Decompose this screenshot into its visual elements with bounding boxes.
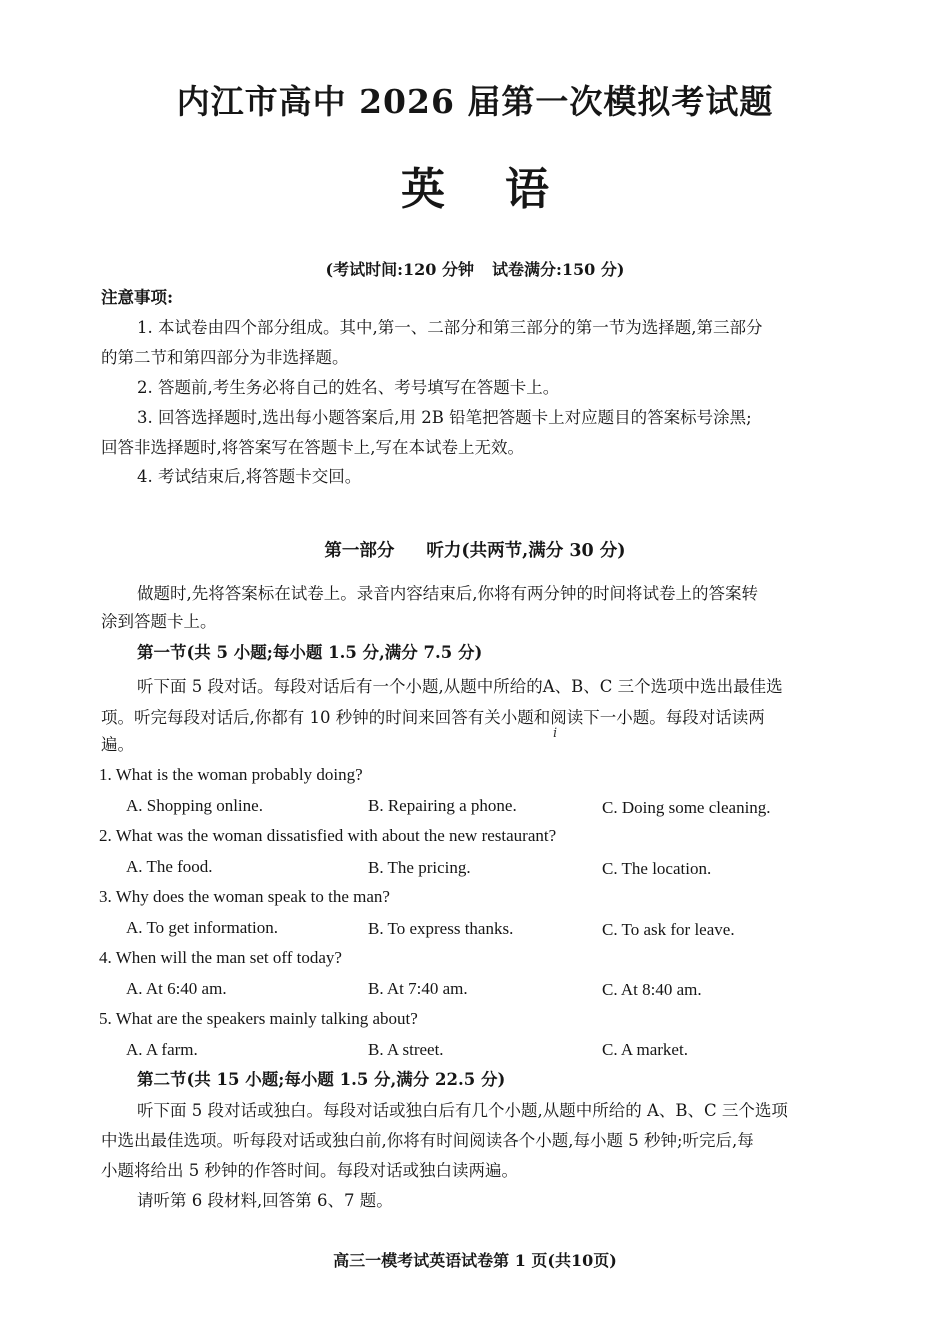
question-3-option-b: B. To express thanks. <box>368 919 514 938</box>
part-one-instructions-line-2: 涂到答题卡上。 <box>101 612 217 631</box>
section-one-instructions-line-2: 项。听完每段对话后,你都有 10 秒钟的时间来回答有关小题和阅读下一小题。每段对话读两 <box>101 708 765 727</box>
material-6-prompt: 请听第 6 段材料,回答第 6、7 题。 <box>137 1191 393 1210</box>
question-2-option-a: A. The food. <box>126 857 213 876</box>
question-3: 3. Why does the woman speak to the man? <box>99 887 390 906</box>
section-one-instructions-line-1: 听下面 5 段对话。每段对话后有一个小题,从题中所给的A、B、C 三个选项中选出最佳选 <box>137 677 783 696</box>
part-one-instructions-line-1: 做题时,先将答案标在试卷上。录音内容结束后,你将有两分钟的时间将试卷上的答案转 <box>137 584 758 603</box>
question-5: 5. What are the speakers mainly talking about? <box>99 1009 418 1028</box>
note-4: 4. 考试结束后,将答题卡交回。 <box>137 467 362 486</box>
section-one-heading: 第一节(共 5 小题;每小题 1.5 分,满分 7.5 分) <box>137 643 483 662</box>
subject-char-1: 英 <box>401 164 445 215</box>
subject-char-2: 语 <box>505 164 549 215</box>
question-1-option-a: A. Shopping online. <box>126 796 263 815</box>
question-4-option-c: C. At 8:40 am. <box>602 980 702 999</box>
question-5-option-b: B. A street. <box>368 1040 444 1059</box>
question-2: 2. What was the woman dissatisfied with about the new restaurant? <box>99 826 557 845</box>
question-2-option-c: C. The location. <box>602 859 712 878</box>
note-3-line-2: 回答非选择题时,将答案写在答题卡上,写在本试卷上无效。 <box>101 438 524 457</box>
question-4: 4. When will the man set off today? <box>99 948 342 967</box>
question-1-option-c: C. Doing some cleaning. <box>602 798 771 817</box>
notes-heading: 注意事项: <box>101 288 174 307</box>
question-3-option-a: A. To get information. <box>126 918 278 937</box>
note-1-line-2: 的第二节和第四部分为非选择题。 <box>101 348 349 367</box>
section-two-heading: 第二节(共 15 小题;每小题 1.5 分,满分 22.5 分) <box>137 1070 506 1089</box>
page-footer: 高三一模考试英语试卷第 1 页(共10页) <box>333 1251 617 1270</box>
question-1: 1. What is the woman probably doing? <box>99 765 363 784</box>
section-two-instructions-line-3: 小题将给出 5 秒钟的作答时间。每段对话或独白读两遍。 <box>101 1161 518 1180</box>
part-one-title: 听力(共两节,满分 30 分) <box>426 541 626 561</box>
exam-info <box>0 257 950 283</box>
note-2: 2. 答题前,考生务必将自己的姓名、考号填写在答题卡上。 <box>137 378 560 397</box>
question-4-option-b: B. At 7:40 am. <box>368 979 468 998</box>
stray-mark: i <box>553 726 558 741</box>
exam-full-score: 试卷满分:150 分) <box>492 260 625 279</box>
exam-duration: (考试时间:120 分钟 <box>325 260 474 279</box>
question-5-option-a: A. A farm. <box>126 1040 198 1059</box>
section-two-instructions-line-2: 中选出最佳选项。听每段对话或独白前,你将有时间阅读各个小题,每小题 5 秒钟;听完后,每 <box>101 1131 754 1150</box>
subject-title <box>0 160 950 220</box>
note-1-line-1: 1. 本试卷由四个部分组成。其中,第一、二部分和第三部分的第一节为选择题,第三部分 <box>137 318 763 337</box>
question-1-option-b: B. Repairing a phone. <box>368 796 517 815</box>
part-one-label: 第一部分 <box>324 541 395 561</box>
exam-title: 内江市高中 2026 届第一次模拟考试题 <box>176 82 774 121</box>
question-4-option-a: A. At 6:40 am. <box>126 979 227 998</box>
section-two-instructions-line-1: 听下面 5 段对话或独白。每段对话或独白后有几个小题,从题中所给的 A、B、C 三个选项 <box>137 1101 788 1120</box>
question-3-option-c: C. To ask for leave. <box>602 920 735 939</box>
part-one-heading <box>0 537 950 565</box>
section-one-instructions-line-3: 遍。 <box>101 735 134 754</box>
note-3-line-1: 3. 回答选择题时,选出每小题答案后,用 2B 铅笔把答题卡上对应题目的答案标号涂黑; <box>137 408 752 427</box>
question-5-option-c: C. A market. <box>602 1040 688 1059</box>
question-2-option-b: B. The pricing. <box>368 858 471 877</box>
